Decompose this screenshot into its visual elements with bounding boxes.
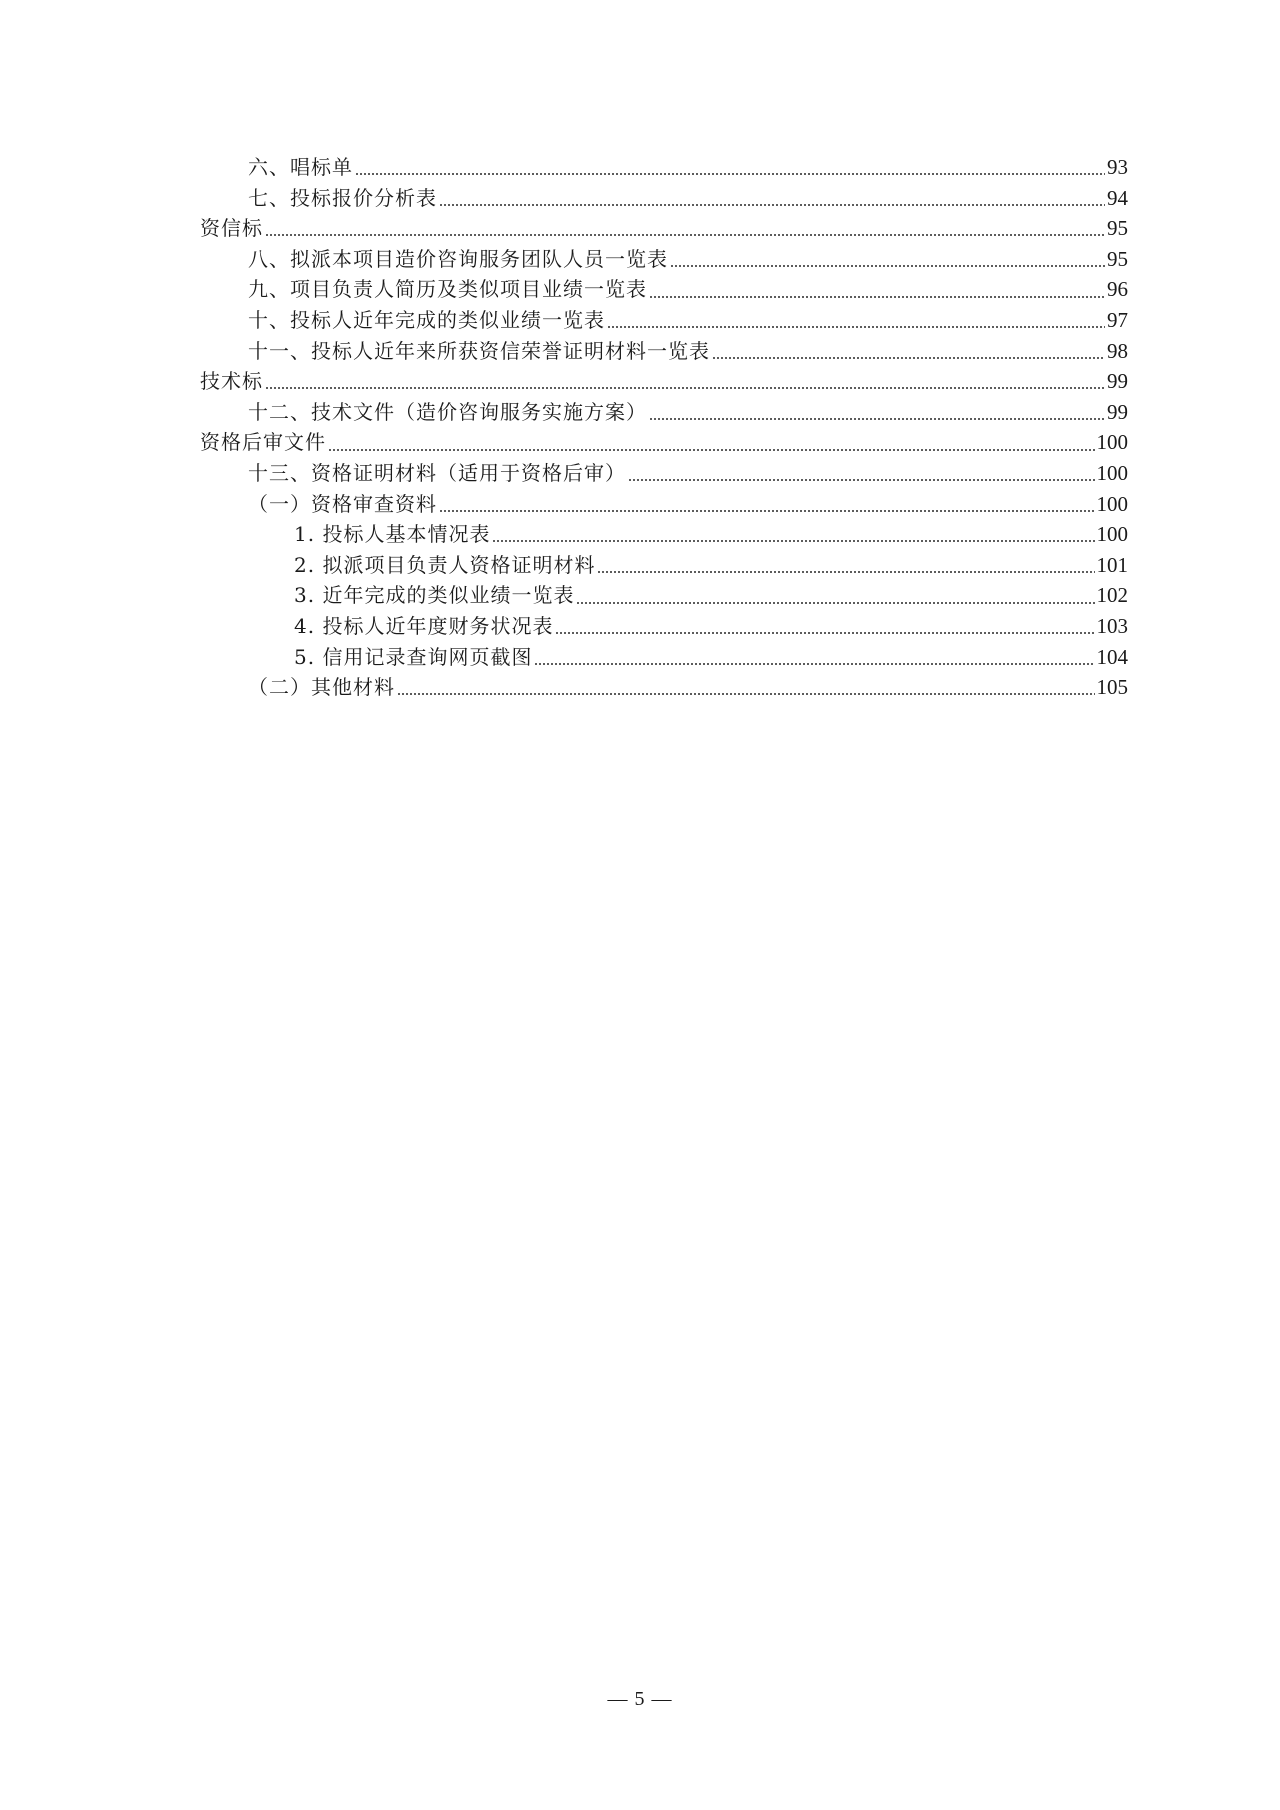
toc-dot-leader <box>607 326 1105 328</box>
toc-entry-title: 十二、技术文件（造价咨询服务实施方案） <box>248 399 647 424</box>
toc-entry-title: 资格后审文件 <box>200 430 326 455</box>
toc-entry-title: 2. 拟派项目负责人资格证明材料 <box>294 552 596 577</box>
toc-entry[interactable] <box>200 642 1128 673</box>
toc-entry[interactable] <box>200 183 1128 214</box>
toc-entry[interactable] <box>200 213 1128 244</box>
toc-entry-title: 3. 近年完成的类似业绩一览表 <box>294 583 575 608</box>
toc-entry-title: 十一、投标人近年来所获资信荣誉证明材料一览表 <box>248 338 710 363</box>
toc-entry[interactable] <box>200 244 1128 275</box>
toc-entry[interactable] <box>200 458 1128 489</box>
toc-entry-page-number: 98 <box>1107 338 1128 363</box>
toc-dot-leader <box>670 265 1105 267</box>
table-of-contents <box>200 152 1128 703</box>
toc-entry-page-number: 99 <box>1107 399 1128 424</box>
toc-entry-page-number: 100 <box>1096 460 1128 485</box>
toc-entry-title: 5. 信用记录查询网页截图 <box>294 644 533 669</box>
toc-entry-title: 六、唱标单 <box>248 155 353 179</box>
toc-entry-title: 九、项目负责人简历及类似项目业绩一览表 <box>248 277 647 302</box>
toc-entry-page-number: 96 <box>1107 277 1128 302</box>
toc-dot-leader <box>328 449 1095 451</box>
toc-dot-leader <box>439 204 1105 206</box>
toc-dot-leader <box>649 296 1105 298</box>
toc-entry-page-number: 94 <box>1107 185 1128 210</box>
toc-dot-leader <box>649 418 1105 420</box>
toc-entry-title: （一）资格审查资料 <box>248 491 437 516</box>
toc-entry-page-number: 97 <box>1107 307 1128 332</box>
toc-entry-title: 资信标 <box>200 216 263 241</box>
toc-dot-leader <box>597 571 1094 573</box>
toc-dot-leader <box>628 479 1095 481</box>
toc-entry-page-number: 101 <box>1096 552 1128 577</box>
toc-entry[interactable] <box>200 274 1128 305</box>
toc-entry-title: 十、投标人近年完成的类似业绩一览表 <box>248 307 605 332</box>
toc-entry-title: （二）其他材料 <box>248 675 395 700</box>
toc-entry-page-number: 100 <box>1096 491 1128 516</box>
toc-entry-page-number: 93 <box>1107 155 1128 179</box>
toc-entry-page-number: 105 <box>1096 675 1128 700</box>
toc-entry-title: 4. 投标人近年度财务状况表 <box>294 613 554 638</box>
toc-dot-leader <box>712 357 1105 359</box>
toc-entry-page-number: 100 <box>1096 522 1128 547</box>
toc-entry-title: 技术标 <box>200 369 263 394</box>
toc-entry[interactable] <box>200 397 1128 428</box>
toc-entry-page-number: 100 <box>1096 430 1128 455</box>
page-number-footer: — 5 — <box>607 1688 673 1710</box>
toc-entry[interactable] <box>200 550 1128 581</box>
toc-entry[interactable] <box>200 672 1128 703</box>
toc-entry-page-number: 95 <box>1107 246 1128 271</box>
toc-dot-leader <box>265 387 1105 389</box>
toc-entry[interactable] <box>200 489 1128 520</box>
toc-entry-page-number: 102 <box>1096 583 1128 608</box>
toc-entry[interactable] <box>200 580 1128 611</box>
toc-dot-leader <box>397 693 1095 695</box>
toc-dot-leader <box>555 632 1094 634</box>
toc-entry[interactable] <box>200 305 1128 336</box>
toc-entry-page-number: 103 <box>1096 613 1128 638</box>
toc-dot-leader <box>576 602 1094 604</box>
toc-entry[interactable] <box>200 611 1128 642</box>
toc-dot-leader <box>492 540 1094 542</box>
toc-entry[interactable] <box>200 366 1128 397</box>
toc-entry[interactable] <box>200 519 1128 550</box>
toc-entry-title: 1. 投标人基本情况表 <box>294 522 491 547</box>
toc-entry[interactable] <box>200 152 1128 183</box>
toc-entry[interactable] <box>200 427 1128 458</box>
toc-dot-leader <box>265 234 1105 236</box>
toc-dot-leader <box>534 663 1094 665</box>
toc-entry-title: 十三、资格证明材料（适用于资格后审） <box>248 460 626 485</box>
toc-dot-leader <box>439 510 1095 512</box>
toc-entry-page-number: 95 <box>1107 216 1128 241</box>
toc-entry[interactable] <box>200 336 1128 367</box>
toc-dot-leader <box>355 173 1105 175</box>
toc-entry-title: 八、拟派本项目造价咨询服务团队人员一览表 <box>248 246 668 271</box>
toc-entry-title: 七、投标报价分析表 <box>248 185 437 210</box>
toc-entry-page-number: 99 <box>1107 369 1128 394</box>
toc-entry-page-number: 104 <box>1096 644 1128 669</box>
